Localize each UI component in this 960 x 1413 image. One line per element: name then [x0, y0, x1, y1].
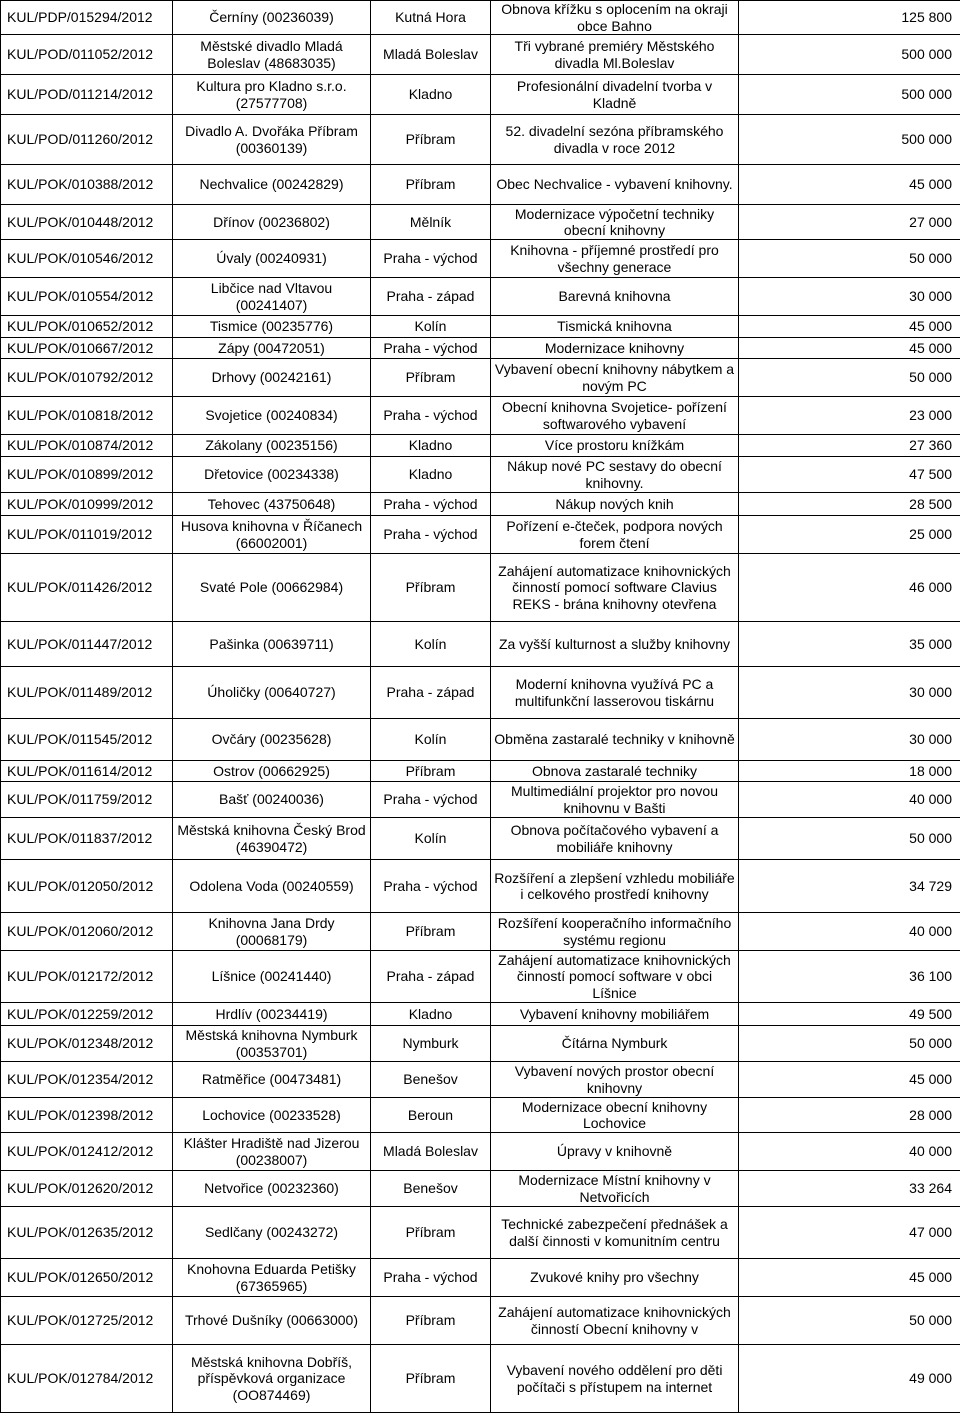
table-row [1, 667, 960, 719]
project-cell: Vybavení obecní knihovny nábytkem a novým PC [491, 359, 739, 397]
amount-cell: 35 000 [739, 622, 960, 667]
district-cell: Příbram [371, 761, 491, 782]
project-cell: Zvukové knihy pro všechny [491, 1259, 739, 1297]
district-cell: Kladno [371, 435, 491, 457]
amount-cell: 18 000 [739, 761, 960, 782]
reference-number-cell: KUL/POK/010448/2012 [1, 205, 173, 240]
table-row [1, 1098, 960, 1133]
reference-number-cell: KUL/POK/012259/2012 [1, 1003, 173, 1026]
table-row [1, 1207, 960, 1259]
applicant-cell: Trhové Dušníky (00663000) [173, 1297, 371, 1345]
district-cell: Příbram [371, 554, 491, 622]
applicant-cell: Zápy (00472051) [173, 338, 371, 359]
district-cell: Praha - východ [371, 516, 491, 554]
project-cell: Vybavení nových prostor obecní knihovny [491, 1062, 739, 1098]
amount-cell: 49 500 [739, 1003, 960, 1026]
reference-number-cell: KUL/POD/011260/2012 [1, 115, 173, 165]
applicant-cell: Knihovna Jana Drdy (00068179) [173, 913, 371, 951]
district-cell: Kolín [371, 316, 491, 338]
reference-number-cell: KUL/POD/011052/2012 [1, 35, 173, 75]
applicant-cell: Divadlo A. Dvořáka Příbram (00360139) [173, 115, 371, 165]
district-cell: Praha - východ [371, 860, 491, 913]
project-cell: Rozšíření kooperačního informačního systému regionu [491, 913, 739, 951]
project-cell: Knihovna - příjemné prostředí pro všechny generace [491, 240, 739, 278]
applicant-cell: Svaté Pole (00662984) [173, 554, 371, 622]
table-row [1, 397, 960, 435]
applicant-cell: Netvořice (00232360) [173, 1171, 371, 1207]
table-row [1, 165, 960, 205]
reference-number-cell: KUL/POK/010546/2012 [1, 240, 173, 278]
project-cell: Obnova křížku s oplocením na okraji obce Bahno [491, 1, 739, 35]
reference-number-cell: KUL/POK/012784/2012 [1, 1345, 173, 1413]
reference-number-cell: KUL/POK/011837/2012 [1, 818, 173, 860]
applicant-cell: Černíny (00236039) [173, 1, 371, 35]
table-row [1, 1345, 960, 1413]
project-cell: Modernizace obecní knihovny Lochovice [491, 1098, 739, 1133]
table-row [1, 1003, 960, 1026]
amount-cell: 45 000 [739, 338, 960, 359]
reference-number-cell: KUL/POK/010792/2012 [1, 359, 173, 397]
table-row [1, 516, 960, 554]
project-cell: Obec Nechvalice - vybavení knihovny. [491, 165, 739, 205]
project-cell: Vybavení nového oddělení pro děti počítači s přístupem na internet [491, 1345, 739, 1413]
project-cell: Zahájení automatizace knihovnických činností pomocí software Clavius REKS - brána knihovny otevřena [491, 554, 739, 622]
amount-cell: 45 000 [739, 316, 960, 338]
district-cell: Příbram [371, 115, 491, 165]
reference-number-cell: KUL/PDP/015294/2012 [1, 1, 173, 35]
applicant-cell: Bašť (00240036) [173, 782, 371, 818]
amount-cell: 27 000 [739, 205, 960, 240]
reference-number-cell: KUL/POK/011759/2012 [1, 782, 173, 818]
applicant-cell: Libčice nad Vltavou (00241407) [173, 278, 371, 316]
amount-cell: 40 000 [739, 782, 960, 818]
amount-cell: 33 264 [739, 1171, 960, 1207]
project-cell: Vybavení knihovny mobiliářem [491, 1003, 739, 1026]
district-cell: Mělník [371, 205, 491, 240]
project-cell: Technické zabezpečení přednášek a další činnosti v komunitním centru [491, 1207, 739, 1259]
amount-cell: 40 000 [739, 913, 960, 951]
amount-cell: 49 000 [739, 1345, 960, 1413]
table-row [1, 338, 960, 359]
reference-number-cell: KUL/POK/011447/2012 [1, 622, 173, 667]
applicant-cell: Lochovice (00233528) [173, 1098, 371, 1133]
amount-cell: 50 000 [739, 240, 960, 278]
district-cell: Mladá Boleslav [371, 1133, 491, 1171]
amount-cell: 36 100 [739, 951, 960, 1003]
district-cell: Kolín [371, 622, 491, 667]
applicant-cell: Sedlčany (00243272) [173, 1207, 371, 1259]
project-cell: Více prostoru knížkám [491, 435, 739, 457]
reference-number-cell: KUL/POK/011489/2012 [1, 667, 173, 719]
amount-cell: 30 000 [739, 278, 960, 316]
district-cell: Příbram [371, 165, 491, 205]
applicant-cell: Úvaly (00240931) [173, 240, 371, 278]
reference-number-cell: KUL/POK/012650/2012 [1, 1259, 173, 1297]
table-row [1, 278, 960, 316]
reference-number-cell: KUL/POK/012060/2012 [1, 913, 173, 951]
project-cell: Úpravy v knihovně [491, 1133, 739, 1171]
grants-table-body [1, 1, 960, 1413]
reference-number-cell: KUL/POK/012354/2012 [1, 1062, 173, 1098]
district-cell: Kladno [371, 1003, 491, 1026]
amount-cell: 50 000 [739, 359, 960, 397]
district-cell: Praha - východ [371, 240, 491, 278]
amount-cell: 500 000 [739, 115, 960, 165]
project-cell: Profesionální divadelní tvorba v Kladně [491, 75, 739, 115]
reference-number-cell: KUL/POK/011614/2012 [1, 761, 173, 782]
reference-number-cell: KUL/POK/012635/2012 [1, 1207, 173, 1259]
district-cell: Příbram [371, 1345, 491, 1413]
project-cell: Za vyšší kulturnost a služby knihovny [491, 622, 739, 667]
district-cell: Kolín [371, 719, 491, 761]
project-cell: Modernizace Místní knihovny v Netvořicích [491, 1171, 739, 1207]
district-cell: Příbram [371, 1297, 491, 1345]
amount-cell: 45 000 [739, 1259, 960, 1297]
amount-cell: 46 000 [739, 554, 960, 622]
applicant-cell: Líšnice (00241440) [173, 951, 371, 1003]
amount-cell: 45 000 [739, 1062, 960, 1098]
reference-number-cell: KUL/POK/010874/2012 [1, 435, 173, 457]
table-row [1, 35, 960, 75]
amount-cell: 50 000 [739, 818, 960, 860]
amount-cell: 23 000 [739, 397, 960, 435]
reference-number-cell: KUL/POK/012412/2012 [1, 1133, 173, 1171]
applicant-cell: Městská knihovna Český Brod (46390472) [173, 818, 371, 860]
table-row [1, 316, 960, 338]
table-row [1, 913, 960, 951]
reference-number-cell: KUL/POK/010899/2012 [1, 457, 173, 493]
amount-cell: 28 500 [739, 493, 960, 516]
table-row [1, 1133, 960, 1171]
reference-number-cell: KUL/POD/011214/2012 [1, 75, 173, 115]
district-cell: Kutná Hora [371, 1, 491, 35]
table-row [1, 435, 960, 457]
reference-number-cell: KUL/POK/010388/2012 [1, 165, 173, 205]
project-cell: Barevná knihovna [491, 278, 739, 316]
reference-number-cell: KUL/POK/012620/2012 [1, 1171, 173, 1207]
reference-number-cell: KUL/POK/012172/2012 [1, 951, 173, 1003]
table-row [1, 457, 960, 493]
reference-number-cell: KUL/POK/012398/2012 [1, 1098, 173, 1133]
applicant-cell: Ratměřice (00473481) [173, 1062, 371, 1098]
district-cell: Praha - východ [371, 338, 491, 359]
table-row [1, 1, 960, 35]
amount-cell: 30 000 [739, 667, 960, 719]
project-cell: Modernizace knihovny [491, 338, 739, 359]
amount-cell: 50 000 [739, 1026, 960, 1062]
district-cell: Příbram [371, 359, 491, 397]
applicant-cell: Svojetice (00240834) [173, 397, 371, 435]
applicant-cell: Klášter Hradiště nad Jizerou (00238007) [173, 1133, 371, 1171]
amount-cell: 30 000 [739, 719, 960, 761]
district-cell: Benešov [371, 1062, 491, 1098]
applicant-cell: Husova knihovna v Říčanech (66002001) [173, 516, 371, 554]
project-cell: Rozšíření a zlepšení vzhledu mobiliáře i celkového prostředí knihovny [491, 860, 739, 913]
reference-number-cell: KUL/POK/010554/2012 [1, 278, 173, 316]
amount-cell: 45 000 [739, 165, 960, 205]
project-cell: Multimediální projektor pro novou knihovnu v Bašti [491, 782, 739, 818]
district-cell: Nymburk [371, 1026, 491, 1062]
table-row [1, 554, 960, 622]
applicant-cell: Městská knihovna Dobříš, příspěvková organizace (OO874469) [173, 1345, 371, 1413]
applicant-cell: Kultura pro Kladno s.r.o. (27577708) [173, 75, 371, 115]
applicant-cell: Knohovna Eduarda Petišky (67365965) [173, 1259, 371, 1297]
project-cell: Obnova zastaralé techniky [491, 761, 739, 782]
amount-cell: 34 729 [739, 860, 960, 913]
project-cell: 52. divadelní sezóna příbramského divadla v roce 2012 [491, 115, 739, 165]
amount-cell: 25 000 [739, 516, 960, 554]
table-row [1, 782, 960, 818]
table-row [1, 1259, 960, 1297]
table-row [1, 951, 960, 1003]
reference-number-cell: KUL/POK/010667/2012 [1, 338, 173, 359]
amount-cell: 500 000 [739, 75, 960, 115]
project-cell: Obnova počítačového vybavení a mobiliáře knihovny [491, 818, 739, 860]
applicant-cell: Zákolany (00235156) [173, 435, 371, 457]
district-cell: Kladno [371, 457, 491, 493]
project-cell: Modernizace výpočetní techniky obecní knihovny [491, 205, 739, 240]
table-row [1, 205, 960, 240]
amount-cell: 500 000 [739, 35, 960, 75]
applicant-cell: Hrdlív (00234419) [173, 1003, 371, 1026]
amount-cell: 47 500 [739, 457, 960, 493]
reference-number-cell: KUL/POK/011545/2012 [1, 719, 173, 761]
reference-number-cell: KUL/POK/012348/2012 [1, 1026, 173, 1062]
district-cell: Praha - východ [371, 782, 491, 818]
applicant-cell: Nechvalice (00242829) [173, 165, 371, 205]
district-cell: Praha - východ [371, 1259, 491, 1297]
table-row [1, 359, 960, 397]
project-cell: Nákup nové PC sestavy do obecní knihovny. [491, 457, 739, 493]
amount-cell: 50 000 [739, 1297, 960, 1345]
applicant-cell: Úholičky (00640727) [173, 667, 371, 719]
applicant-cell: Tehovec (43750648) [173, 493, 371, 516]
reference-number-cell: KUL/POK/011019/2012 [1, 516, 173, 554]
table-row [1, 1026, 960, 1062]
table-row [1, 1062, 960, 1098]
project-cell: Obměna zastaralé techniky v knihovně [491, 719, 739, 761]
applicant-cell: Ovčáry (00235628) [173, 719, 371, 761]
table-row [1, 1171, 960, 1207]
table-row [1, 1297, 960, 1345]
district-cell: Příbram [371, 1207, 491, 1259]
district-cell: Benešov [371, 1171, 491, 1207]
district-cell: Praha - západ [371, 951, 491, 1003]
district-cell: Praha - západ [371, 667, 491, 719]
project-cell: Obecní knihovna Svojetice- pořízení softwarového vybavení [491, 397, 739, 435]
table-row [1, 622, 960, 667]
district-cell: Příbram [371, 913, 491, 951]
applicant-cell: Drhovy (00242161) [173, 359, 371, 397]
applicant-cell: Dřetovice (00234338) [173, 457, 371, 493]
district-cell: Kolín [371, 818, 491, 860]
reference-number-cell: KUL/POK/010652/2012 [1, 316, 173, 338]
district-cell: Kladno [371, 75, 491, 115]
project-cell: Moderní knihovna využívá PC a multifunkční lasserovou tiskárnu [491, 667, 739, 719]
reference-number-cell: KUL/POK/010818/2012 [1, 397, 173, 435]
table-row [1, 493, 960, 516]
table-row [1, 115, 960, 165]
project-cell: Zahájení automatizace knihovnických činností Obecní knihovny v [491, 1297, 739, 1345]
reference-number-cell: KUL/POK/012050/2012 [1, 860, 173, 913]
table-row [1, 860, 960, 913]
amount-cell: 40 000 [739, 1133, 960, 1171]
table-row [1, 818, 960, 860]
table-row [1, 240, 960, 278]
applicant-cell: Dřínov (00236802) [173, 205, 371, 240]
project-cell: Čítárna Nymburk [491, 1026, 739, 1062]
district-cell: Praha - východ [371, 397, 491, 435]
district-cell: Mladá Boleslav [371, 35, 491, 75]
reference-number-cell: KUL/POK/010999/2012 [1, 493, 173, 516]
table-row [1, 719, 960, 761]
project-cell: Tismická knihovna [491, 316, 739, 338]
district-cell: Praha - západ [371, 278, 491, 316]
table-row [1, 75, 960, 115]
applicant-cell: Tismice (00235776) [173, 316, 371, 338]
district-cell: Praha - východ [371, 493, 491, 516]
applicant-cell: Městská knihovna Nymburk (00353701) [173, 1026, 371, 1062]
project-cell: Nákup nových knih [491, 493, 739, 516]
project-cell: Tři vybrané premiéry Městského divadla Ml.Boleslav [491, 35, 739, 75]
amount-cell: 125 800 [739, 1, 960, 35]
amount-cell: 47 000 [739, 1207, 960, 1259]
applicant-cell: Městské divadlo Mladá Boleslav (48683035) [173, 35, 371, 75]
amount-cell: 27 360 [739, 435, 960, 457]
applicant-cell: Ostrov (00662925) [173, 761, 371, 782]
project-cell: Zahájení automatizace knihovnických činností pomocí software v obci Líšnice [491, 951, 739, 1003]
reference-number-cell: KUL/POK/011426/2012 [1, 554, 173, 622]
table-row [1, 761, 960, 782]
reference-number-cell: KUL/POK/012725/2012 [1, 1297, 173, 1345]
applicant-cell: Pašinka (00639711) [173, 622, 371, 667]
applicant-cell: Odolena Voda (00240559) [173, 860, 371, 913]
amount-cell: 28 000 [739, 1098, 960, 1133]
district-cell: Beroun [371, 1098, 491, 1133]
project-cell: Pořízení e-čteček, podpora nových forem čtení [491, 516, 739, 554]
